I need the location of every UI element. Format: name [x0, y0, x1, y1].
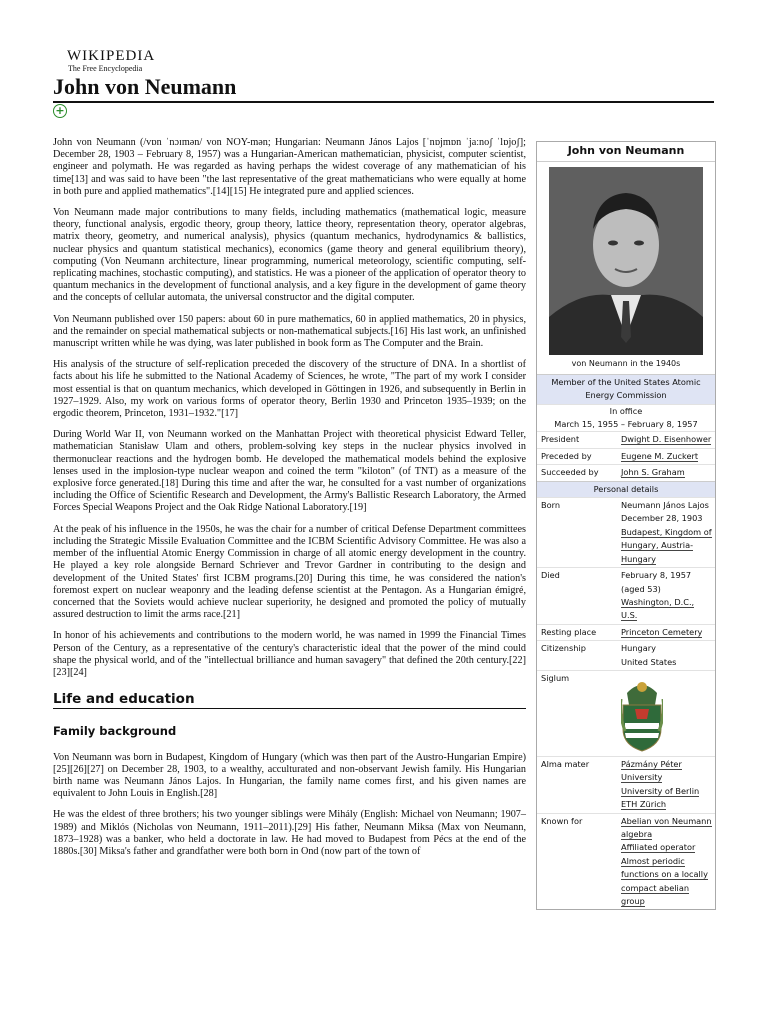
row-label: Succeeded by [541, 467, 599, 478]
in-office-label: In office [537, 404, 715, 418]
section-heading-life-and-education: Life and education [53, 693, 526, 709]
citizenship-hungary: Hungary [621, 643, 656, 654]
infobox-row-alma-mater [537, 756, 715, 813]
infobox-row-preceded-by [537, 448, 715, 464]
born-place-link[interactable]: Budapest, Kingdom of Hungary, Austria-Hungary [621, 526, 712, 564]
row-label: Died [541, 570, 560, 581]
article-paragraph: At the peak of his influence in the 1950s, he was the chair for a number of critical Defense Department committees including the Strategic Missile Evaluation Committee and the ICBM Scientific Advisory Committee. He was also a member of the influential Atomic Energy Commission in charge of all atomic energy development in the country. He played a key role alongside Bernard Schriever and Trevor Gardner in contributing to the design and development of the United States' first ICBM programs.[20] During this time, he was considered the nation's foremost expert on nuclear weaponry and the leading defense scientist at the Pentagon. As a Hungarian émigré, concerned that the Soviets would achieve nuclear superiority, he designed and promoted the policy of mutually assured destruction to limit the arms race.[21] [53, 523, 526, 621]
article-paragraph: Von Neumann published over 150 papers: about 60 in pure mathematics, 60 in applied mathematics, 20 in physics, and the remainder on special mathematical subjects or non-mathematical subjects.[16] His last work, an unfinished manuscript written while he was dying, was later published in book form as The Computer and the Brain. [53, 313, 526, 350]
article-paragraph: He was the eldest of three brothers; his two younger siblings were Mihály (English: Michael von Neumann; 1907–1989) and Miklós (Nicholas von Neumann, 1911–2011).[29] His father, Neumann Miksa (Max von Neumann, 1873–1928) was a banker, who held a doctorate in law. He had moved to Budapest from Pécs at the end of the 1880s.[30] Miksa's father and grandfather were both born in Ond (now part of the town of [53, 809, 526, 857]
born-name: Neumann János Lajos [621, 500, 709, 511]
infobox-row-died [537, 567, 715, 624]
personal-details-header: Personal details [537, 481, 715, 497]
subsection-heading-family-background: Family background [53, 724, 177, 739]
portrait-image [549, 167, 703, 355]
article-paragraph: John von Neumann (/vɒn ˈnɔɪmən/ von NOY-mən; Hungarian: Neumann János Lajos [ˈnɒjmɒn ˈjaːnoʃ ˈlɒjoʃ]; December 28, 1903 – February 8, 1957) was a Hungarian-American mathematician, physicist, computer scientist, engineer and polymath. He was regarded as having perhaps the widest coverage of any mathematician of his time[13] and was said to have been "the last representative of the great mathematicians who were equally at home in both pure and applied mathematics".[14][15] He integrated pure and applied sciences. [53, 137, 526, 197]
row-label: Resting place [541, 626, 597, 637]
coat-of-arms-image[interactable] [621, 675, 663, 753]
died-place-link[interactable]: Washington, D.C., U.S. [621, 596, 695, 621]
row-label: Born [541, 500, 561, 511]
wikipedia-logo[interactable] [67, 49, 187, 73]
resting-place-link[interactable]: Princeton Cemetery [621, 626, 703, 637]
succeeded-by-link[interactable]: John S. Graham [621, 467, 685, 478]
article-body [53, 137, 526, 867]
row-label: Citizenship [541, 643, 586, 654]
born-date: December 28, 1903 [621, 513, 703, 524]
died-date: February 8, 1957 [621, 570, 692, 581]
known-for-link[interactable]: Abelian von Neumann algebra [621, 815, 712, 839]
row-label: Preceded by [541, 450, 592, 461]
infobox-row-resting-place [537, 624, 715, 640]
known-for-link[interactable]: Affiliated operator [621, 842, 696, 853]
article-paragraph: During World War II, von Neumann worked on the Manhattan Project with theoretical physicist Edward Teller, mathematician Stanisław Ulam and others, problem-solving key steps in the nuclear physics involved in thermonuclear reactions and the hydrogen bomb. He developed the mathematical models behind the explosive lenses used in the implosion-type nuclear weapon and coined the term "kiloton" (of TNT) as a measure of the explosive force generated.[18] During this time and after the war, he consulted for a vast number of organizations including the Office of Scientific Research and Development, the Army's Ballistic Research Laboratory, the Armed Forces Special Weapons Project and the Oak Ridge National Laboratory.[19] [53, 429, 526, 514]
article-paragraph: His analysis of the structure of self-replication preceded the discovery of the structure of DNA. In a shortlist of facts about his life he submitted to the National Academy of Sciences, he wrote, "The part of my work I consider most essential is that on quantum mechanics, which developed in Göttingen in 1926, and subsequently in Berlin in 1927–1929. Also, my work on various forms of operator theory, Berlin 1930 and Princeton 1935–1939; on the ergodic theorem, Princeton, 1931–1932."[17] [53, 359, 526, 420]
preceded-by-link[interactable]: Eugene M. Zuckert [621, 450, 699, 461]
page-title: John von Neumann [53, 74, 237, 99]
president-link[interactable]: Dwight D. Eisenhower [621, 434, 712, 445]
infobox-row-known-for [537, 813, 715, 910]
infobox-title: John von Neumann [537, 142, 715, 162]
died-age: (aged 53) [621, 583, 661, 594]
alma-mater-link[interactable]: University of Berlin [621, 785, 700, 796]
coat-of-arms-icon [621, 675, 663, 753]
infobox-row-succeeded-by [537, 464, 715, 480]
article-paragraph: Von Neumann made major contributions to many fields, including mathematics (mathematical logic, measure theory, functional analysis, ergodic theory, group theory, lattice theory, representation theory, operator algebras, matrix theory, geometry, and numerical analysis), physics (quantum mechanics, hydrodynamics & ballistics, nuclear physics and quantum statistical mechanics), economics (game theory and general equilibrium theory), computing (Von Neumann architecture, linear programming, numerical meteorology, scientific computing, self-replicating machines, stochastic computing), and statistics. He was a pioneer of the application of operator theory to quantum mechanics in the development of functional analysis, and a key figure in the development of game theory and the concepts of cellular automata, the universal constructor and the digital computer. [53, 207, 526, 304]
portrait-photo[interactable] [549, 167, 703, 355]
in-office-dates: March 15, 1955 – February 8, 1957 [554, 419, 698, 430]
portrait-caption: von Neumann in the 1940s [571, 359, 681, 369]
infobox [536, 141, 716, 910]
citizenship-united-states: United States [621, 656, 677, 667]
article-paragraph: In honor of his achievements and contributions to the modern world, he was named in 1999 the Financial Times Person of the Century, as a representative of the century's characteristic ideal that the power of the mind could shape the physical world, and of the "intellectual brilliance and human savagery" that defined the 20th century.[22][23][24] [53, 630, 526, 678]
add-plus-icon[interactable]: + [53, 104, 67, 118]
office-header[interactable]: Member of the United States Atomic Energy Commission [537, 374, 715, 404]
alma-mater-link[interactable]: ETH Zürich [621, 799, 667, 810]
infobox-row-president [537, 431, 715, 447]
article-paragraph: Von Neumann was born in Budapest, Kingdom of Hungary (which was then part of the Austro-Hungarian Empire)[25][26][27] on December 28, 1903, to a wealthy, acculturated and non-observant Jewish family. His Hungarian birth name was Neumann János Lajos. In Hungarian, the family name comes first, and his given names are equivalent to John Louis in English.[28] [53, 751, 526, 800]
title-divider [53, 101, 714, 103]
row-label: President [541, 434, 580, 445]
row-label: Siglum [541, 672, 570, 683]
known-for-link[interactable]: Almost periodic functions on a locally compact abelian group [621, 855, 708, 906]
infobox-row-born [537, 497, 715, 567]
row-label: Alma mater [541, 758, 590, 769]
row-label: Known for [541, 815, 583, 826]
logo-wordmark: WIKIPEDIA [67, 48, 156, 64]
alma-mater-link[interactable]: Pázmány Péter University [621, 758, 682, 783]
infobox-row-citizenship [537, 640, 715, 670]
infobox-row-siglum [537, 670, 715, 756]
logo-tagline: The Free Encyclopedia [68, 64, 143, 73]
